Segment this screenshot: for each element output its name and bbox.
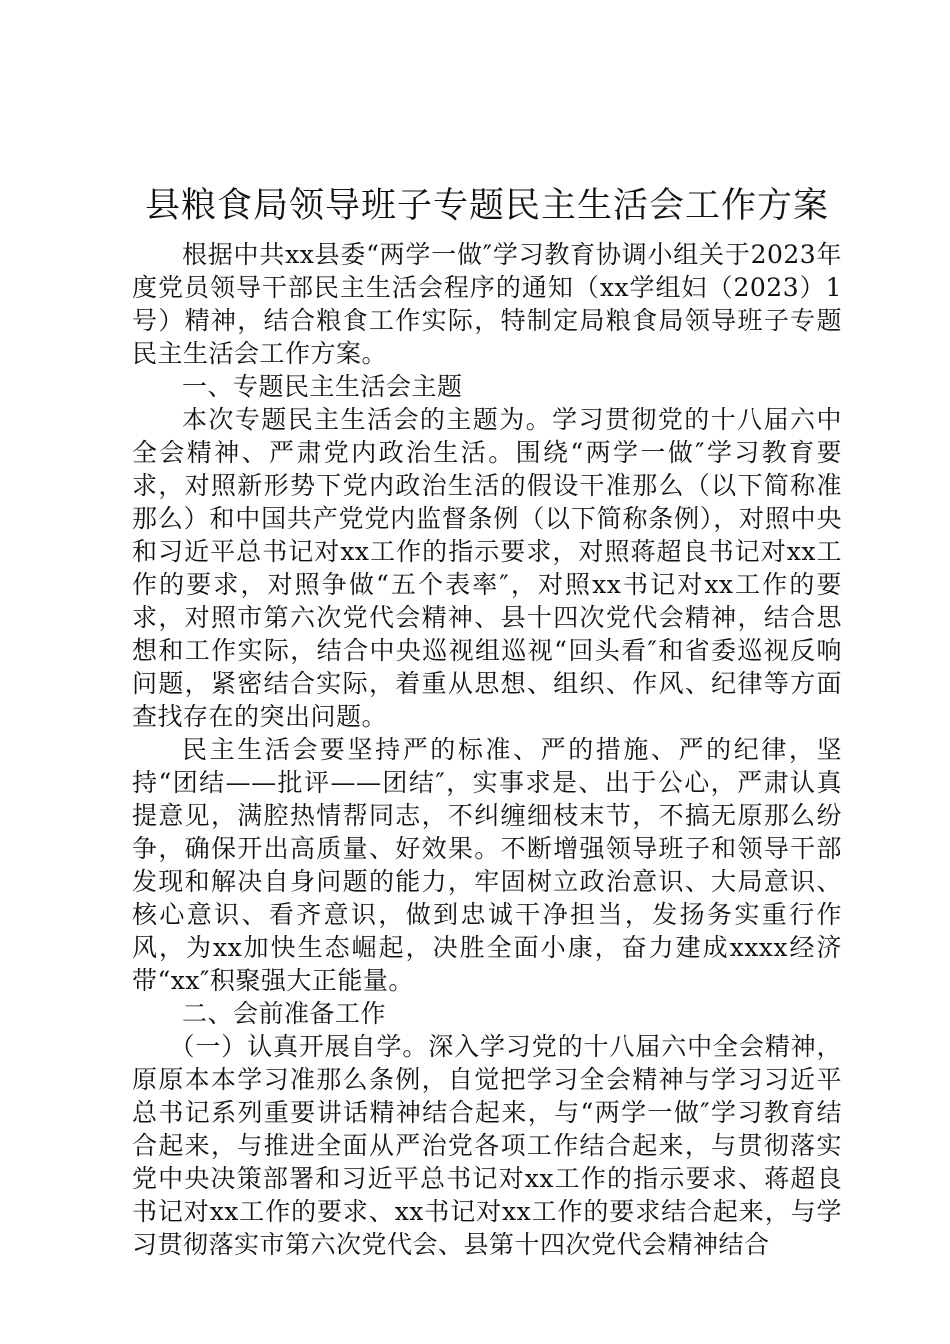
document-body	[132, 238, 842, 1261]
body-paragraph: 民主生活会要坚持严的标准、严的措施、严的纪律，坚持“团结——批评——团结″，实事求是、出于公心，严肃认真提意见，满腔热情帮同志，不纠缠细枝末节，不搞无原那么纷争，确保开出高质量、好效果。不断增强领导班子和领导干部发现和解决自身问题的能力，牢固树立政治意识、大局意识、核心意识、看齐意识，做到忠诚干净担当，发扬务实重行作风，为xx加快生态崛起，决胜全面小康，奋力建成xxxx经济带“xx″积聚强大正能量。	[132, 735, 842, 995]
section-heading-1: 一、专题民主生活会主题	[182, 372, 463, 401]
body-paragraph: （一）认真开展自学。深入学习党的十八届六中全会精神，原原本本学习准那么条例，自觉把学习全会精神与学习习近平总书记系列重要讲话精神结合起来，与“两学一做″学习教育结合起来，与推进全面从严治党各项工作结合起来，与贯彻落实党中央决策部署和习近平总书记对xx工作的指示要求、蒋超良书记对xx工作的要求、xx书记对xx工作的要求结合起来，与学习贯彻落实市第六次党代会、县第十四次党代会精神结合	[132, 1032, 842, 1259]
document-title: 县粮食局领导班子专题民主生活会工作方案	[144, 186, 829, 226]
body-paragraph: 本次专题民主生活会的主题为。学习贯彻党的十八届六中全会精神、严肃党内政治生活。围绕“两学一做″学习教育要求，对照新形势下党内政治生活的假设干准那么（以下简称准那么）和中国共产党党内监督条例（以下简称条例），对照中央和习近平总书记对xx工作的指示要求，对照蒋超良书记对xx工作的要求，对照争做“五个表率″，对照xx书记对xx工作的要求，对照市第六次党代会精神、县十四次党代会精神，结合思想和工作实际，结合中央巡视组巡视“回头看″和省委巡视反响问题，紧密结合实际，着重从思想、组织、作风、纪律等方面查找存在的突出问题。	[132, 405, 842, 731]
document-page	[132, 180, 842, 1261]
intro-paragraph: 根据中共xx县委“两学一做″学习教育协调小组关于2023年度党员领导干部民主生活会程序的通知（xx学组妇（2023）1号）精神，结合粮食工作实际，特制定局粮食局领导班子专题民主生活会工作方案。	[132, 240, 842, 368]
section-heading-2: 二、会前准备工作	[182, 999, 387, 1028]
